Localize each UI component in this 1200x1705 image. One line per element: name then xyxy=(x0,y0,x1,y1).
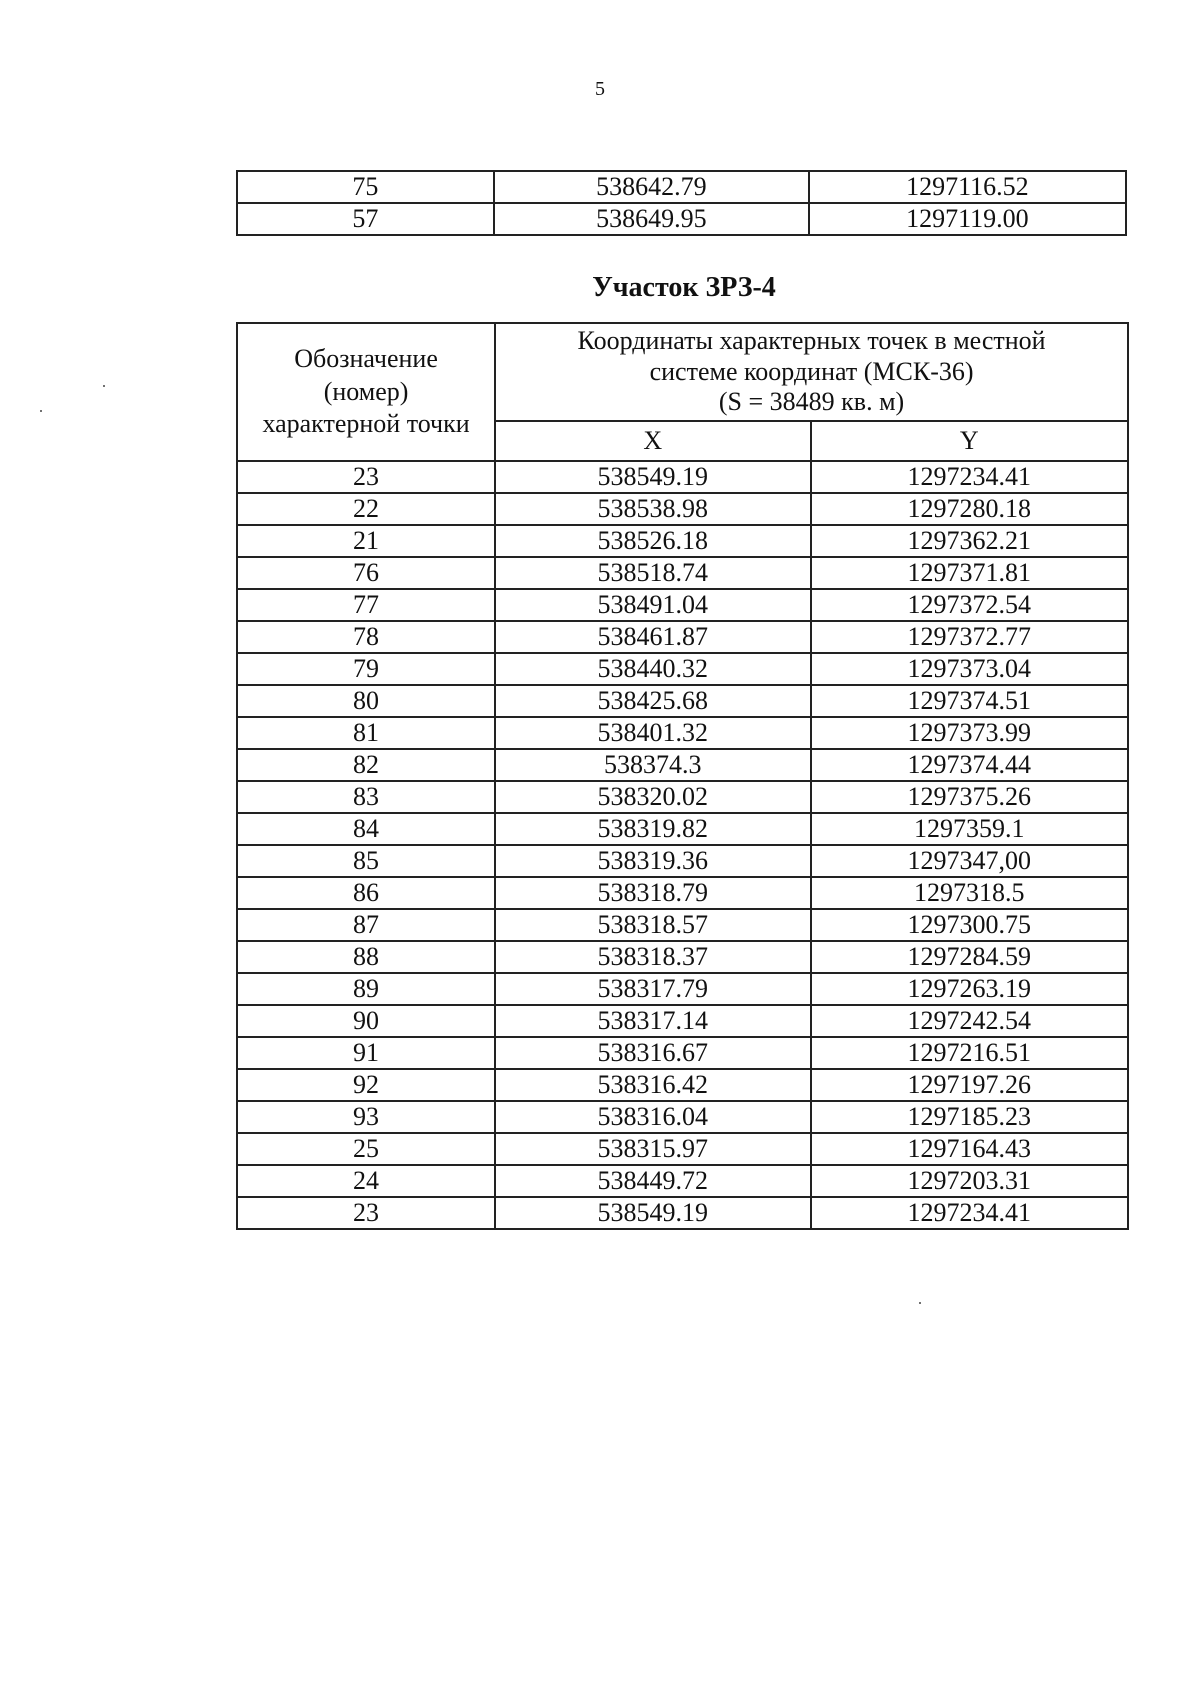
point-cell: 89 xyxy=(237,973,495,1005)
y-cell: 1297373.99 xyxy=(811,717,1129,749)
x-cell: 538649.95 xyxy=(494,203,809,235)
point-cell: 83 xyxy=(237,781,495,813)
y-cell: 1297242.54 xyxy=(811,1005,1129,1037)
header-coordinates-line: (S = 38489 кв. м) xyxy=(718,387,905,417)
x-cell: 538518.74 xyxy=(495,557,810,589)
header-coordinates-line: Координаты характерных точек в местной xyxy=(577,325,1046,355)
table-row xyxy=(237,877,1128,909)
table-row xyxy=(237,589,1128,621)
y-cell: 1297185.23 xyxy=(811,1101,1129,1133)
x-cell: 538449.72 xyxy=(495,1165,810,1197)
x-cell: 538316.67 xyxy=(495,1037,810,1069)
y-cell: 1297372.77 xyxy=(811,621,1129,653)
table-row xyxy=(237,1037,1128,1069)
point-cell: 79 xyxy=(237,653,495,685)
point-cell: 93 xyxy=(237,1101,495,1133)
x-cell: 538315.97 xyxy=(495,1133,810,1165)
table-row xyxy=(237,813,1128,845)
y-cell: 1297203.31 xyxy=(811,1165,1129,1197)
table-row xyxy=(237,1005,1128,1037)
table-row xyxy=(237,717,1128,749)
point-cell: 87 xyxy=(237,909,495,941)
y-cell: 1297284.59 xyxy=(811,941,1129,973)
table-row xyxy=(237,1133,1128,1165)
point-cell: 86 xyxy=(237,877,495,909)
table-row xyxy=(237,685,1128,717)
y-cell: 1297375.26 xyxy=(811,781,1129,813)
point-cell: 76 xyxy=(237,557,495,589)
point-cell: 91 xyxy=(237,1037,495,1069)
x-cell: 538316.04 xyxy=(495,1101,810,1133)
table-row xyxy=(237,749,1128,781)
x-cell: 538526.18 xyxy=(495,525,810,557)
y-cell: 1297372.54 xyxy=(811,589,1129,621)
table-row xyxy=(237,1165,1128,1197)
x-cell: 538401.32 xyxy=(495,717,810,749)
point-cell: 75 xyxy=(237,171,494,203)
x-cell: 538317.79 xyxy=(495,973,810,1005)
y-cell: 1297347,00 xyxy=(811,845,1129,877)
y-cell: 1297263.19 xyxy=(811,973,1129,1005)
continuation-table-body xyxy=(237,171,1126,235)
y-cell: 1297300.75 xyxy=(811,909,1129,941)
x-cell: 538440.32 xyxy=(495,653,810,685)
table-row xyxy=(237,781,1128,813)
header-designation-line: (номер) xyxy=(323,376,409,406)
x-cell: 538425.68 xyxy=(495,685,810,717)
x-cell: 538461.87 xyxy=(495,621,810,653)
header-coordinates xyxy=(495,323,1128,421)
point-cell: 23 xyxy=(237,461,495,493)
continuation-table xyxy=(236,170,1127,236)
header-designation xyxy=(237,323,495,461)
y-cell: 1297373.04 xyxy=(811,653,1129,685)
x-cell: 538491.04 xyxy=(495,589,810,621)
header-coordinates-line: системе координат (МСК-36) xyxy=(649,356,974,386)
y-cell: 1297116.52 xyxy=(809,171,1126,203)
point-cell: 24 xyxy=(237,1165,495,1197)
table-row xyxy=(237,621,1128,653)
y-cell: 1297164.43 xyxy=(811,1133,1129,1165)
table-row xyxy=(237,171,1126,203)
point-cell: 21 xyxy=(237,525,495,557)
coordinates-table-body xyxy=(237,461,1128,1229)
point-cell: 84 xyxy=(237,813,495,845)
table-row xyxy=(237,1101,1128,1133)
point-cell: 85 xyxy=(237,845,495,877)
x-cell: 538549.19 xyxy=(495,461,810,493)
point-cell: 80 xyxy=(237,685,495,717)
y-cell: 1297374.51 xyxy=(811,685,1129,717)
x-cell: 538318.37 xyxy=(495,941,810,973)
scan-speck xyxy=(919,1302,921,1304)
table-row xyxy=(237,557,1128,589)
page-number: 5 xyxy=(595,78,605,100)
y-cell: 1297280.18 xyxy=(811,493,1129,525)
x-cell: 538316.42 xyxy=(495,1069,810,1101)
scan-speck xyxy=(40,410,42,412)
x-cell: 538319.82 xyxy=(495,813,810,845)
point-cell: 82 xyxy=(237,749,495,781)
y-cell: 1297374.44 xyxy=(811,749,1129,781)
x-cell: 538374.3 xyxy=(495,749,810,781)
y-cell: 1297234.41 xyxy=(811,461,1129,493)
table-row xyxy=(237,1069,1128,1101)
section-title: Участок ЗРЗ-4 xyxy=(592,272,776,303)
table-row xyxy=(237,845,1128,877)
scan-speck xyxy=(103,385,105,387)
table-row xyxy=(237,525,1128,557)
point-cell: 90 xyxy=(237,1005,495,1037)
y-cell: 1297359.1 xyxy=(811,813,1129,845)
x-cell: 538320.02 xyxy=(495,781,810,813)
header-x: X xyxy=(495,421,810,461)
x-cell: 538318.79 xyxy=(495,877,810,909)
table-row xyxy=(237,203,1126,235)
coordinates-table-header xyxy=(237,323,1128,461)
point-cell: 77 xyxy=(237,589,495,621)
x-cell: 538318.57 xyxy=(495,909,810,941)
y-cell: 1297371.81 xyxy=(811,557,1129,589)
y-cell: 1297318.5 xyxy=(811,877,1129,909)
point-cell: 81 xyxy=(237,717,495,749)
table-row xyxy=(237,941,1128,973)
y-cell: 1297234.41 xyxy=(811,1197,1129,1229)
y-cell: 1297216.51 xyxy=(811,1037,1129,1069)
table-row xyxy=(237,1197,1128,1229)
point-cell: 57 xyxy=(237,203,494,235)
point-cell: 88 xyxy=(237,941,495,973)
header-y: Y xyxy=(811,421,1129,461)
y-cell: 1297197.26 xyxy=(811,1069,1129,1101)
header-row-main xyxy=(237,323,1128,421)
table-row xyxy=(237,461,1128,493)
header-designation-line: характерной точки xyxy=(262,409,470,439)
coordinates-table xyxy=(236,322,1129,1230)
x-cell: 538319.36 xyxy=(495,845,810,877)
table-row xyxy=(237,973,1128,1005)
table-row xyxy=(237,653,1128,685)
header-designation-line: Обозначение xyxy=(294,344,438,374)
y-cell: 1297362.21 xyxy=(811,525,1129,557)
point-cell: 23 xyxy=(237,1197,495,1229)
point-cell: 25 xyxy=(237,1133,495,1165)
point-cell: 22 xyxy=(237,493,495,525)
x-cell: 538317.14 xyxy=(495,1005,810,1037)
x-cell: 538538.98 xyxy=(495,493,810,525)
y-cell: 1297119.00 xyxy=(809,203,1126,235)
table-row xyxy=(237,493,1128,525)
table-row xyxy=(237,909,1128,941)
x-cell: 538642.79 xyxy=(494,171,809,203)
point-cell: 92 xyxy=(237,1069,495,1101)
point-cell: 78 xyxy=(237,621,495,653)
x-cell: 538549.19 xyxy=(495,1197,810,1229)
